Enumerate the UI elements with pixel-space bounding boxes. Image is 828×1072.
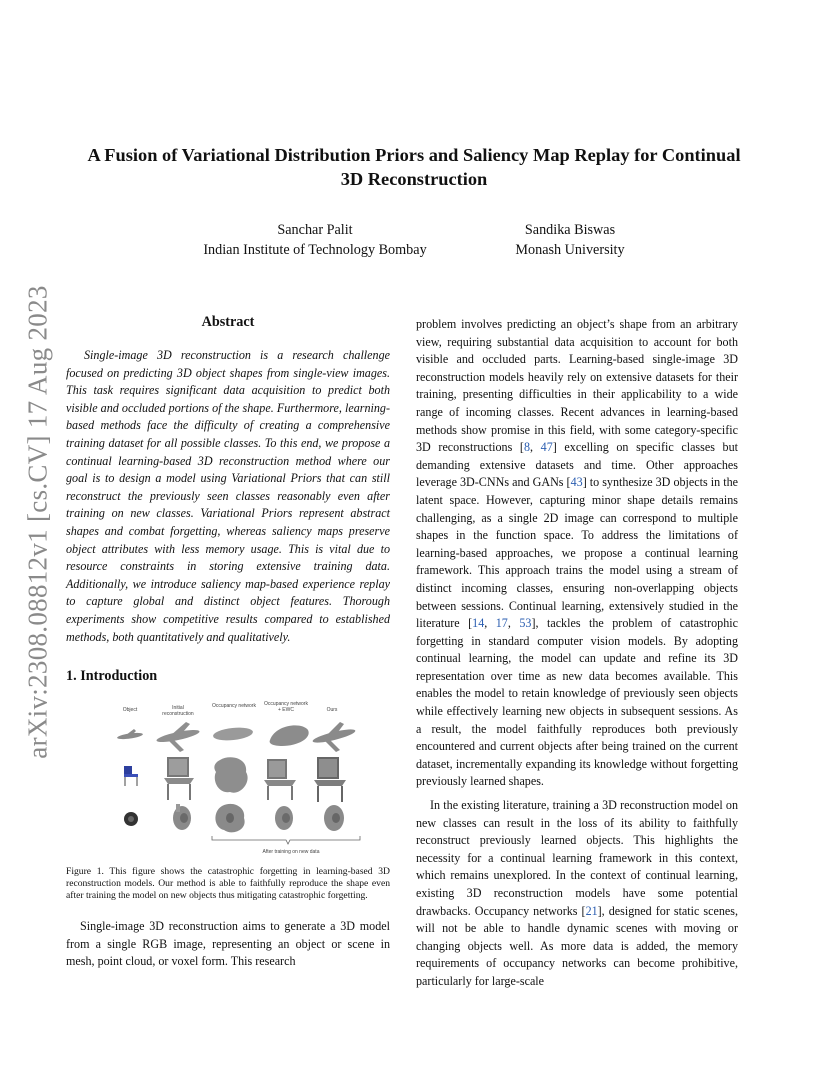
paragraph-text: ] to synthesize 3D objects in the latent space. However, capturing minor shape details remains challenging, as a single 2D image can correspond to multiple shapes in the function space. To address the limitations of learning-based approaches, we propose a continual learning framework. This approach trains the model using a stream of distinct incoming classes, ensuring non-overlapping objects between sessions. Continual learning, extensively studied in the literature [ <box>416 475 738 631</box>
arxiv-identifier <box>24 287 52 757</box>
figure-1 <box>112 700 364 860</box>
paragraph-text: ], designed for static scenes, will not be able to handle dynamic scenes with moving or changing objects well. As more data is added, the memory requirements of occupancy networks can become prohibitive, particularly for large-scale <box>416 903 738 988</box>
speaker-ewc-icon <box>275 806 293 830</box>
airplane-ours-icon <box>312 722 357 752</box>
citation-separator: , <box>507 616 520 631</box>
chair-blob-icon <box>214 757 247 792</box>
citation-link[interactable]: 21 <box>585 903 598 918</box>
citation-separator: , <box>484 616 496 631</box>
author-name: Sandika Biswas <box>524 222 616 238</box>
figure-column-label: Initial reconstruction <box>162 705 194 717</box>
intro-paragraph-right-2 <box>416 797 738 991</box>
speaker-blob-icon <box>215 804 244 832</box>
abstract-heading: Abstract <box>201 314 255 330</box>
paragraph-text: ], tackles the problem of catastrophic forgetting in standard computer vision models. By adopting continual learning, the model can update and refine its 3D representation over time as new data becomes available. This enables the model to retain knowledge of previously seen objects while effectively learning new objects in subsequent sessions. As a result, the model faithfully reproduces both previously encountered and current objects after being trained on the current dataset, incrementally expanding its knowledge without forgetting previously learned shapes. <box>416 616 739 789</box>
chair-reconstruction-icon <box>164 758 194 800</box>
citation-link[interactable]: 8 <box>523 440 531 455</box>
figure-bracket-label: After training on new data <box>262 849 320 855</box>
author-name: Sanchar Palit <box>277 222 353 238</box>
speaker-reconstruction-icon <box>173 804 191 830</box>
figure-illustration <box>112 700 364 860</box>
chair-ours-icon <box>314 758 346 802</box>
figure-caption: Figure 1. This figure shows the catastrophic forgetting in learning-based 3D reconstruction models. Our method is able to faithfully reproduce the shape even after training the model on new objects thus mitigating catastrophic forgetting. <box>66 866 390 902</box>
citation-link[interactable]: 43 <box>570 475 583 490</box>
paragraph-text: problem involves predicting an object’s shape from an arbitrary view, requiring substantial data acquisition to account for both visible and occluded parts. Learning-based single-image 3D reconstruction models heavily rely on extensive datasets for their training, presenting difficulties in their applicability to a wide range of incoming classes. Recent advances in learning-based methods show promise in this field, with some category-specific 3D reconstructions [ <box>416 317 738 455</box>
chair-ewc-icon <box>264 760 296 800</box>
intro-paragraph-left: Single-image 3D reconstruction aims to generate a 3D model from a single RGB image, representing an object or scene in mesh, point cloud, or voxel form. This research <box>66 919 390 969</box>
speaker-object-icon <box>124 812 138 826</box>
paragraph-text: ] excelling on specific classes but demanding extensive datasets and time. Other approaches leverage 3D-CNNs and GANs [ <box>416 440 739 490</box>
abstract-text: Single-image 3D reconstruction is a research challenge focused on predicting 3D object shapes from single-view images. This task requires significant data acquisition to predict both visible and occluded portions of the shape. Furthermore, learning-based methods face the difficulty of creating a comprehensive training dataset for all possible classes. To this end, we propose a continual learning-based 3D reconstruction method where our goal is to design a model using Variational Priors that can still reconstruct the previously seen classes reasonably even after training on new classes. Variational Priors represent abstract shapes and combat forgetting, whereas saliency maps preserve object attributes with less memory usage. This is vital due to resource constraints in storing extensive training data. Additionally, we introduce saliency map-based experience replay to capture global and distinct object features. Thorough experiments show competitive results compared to established methods, both quantitatively and qualitatively. <box>66 348 390 644</box>
figure-column-label: Occupancy network + EWC <box>264 701 308 713</box>
figure-column-label: Ours <box>326 707 338 713</box>
citation-link[interactable]: 47 <box>540 440 553 455</box>
paragraph-text: In the existing literature, training a 3D reconstruction model on new classes can result in the loss of its ability to faithfully reconstruct previously learned objects. This highlights the necessity for a continual learning framework in this context, which remains unexplored. In the context of continual learning, existing 3D reconstruction models have some potential drawbacks. Occupancy networks [ <box>416 798 738 918</box>
airplane-ewc-icon <box>270 725 309 746</box>
author-affiliation: Monash University <box>515 242 625 258</box>
citation-link[interactable]: 53 <box>519 616 532 631</box>
arxiv-identifier-text: arXiv:2308.08812v1 [cs.CV] 17 Aug 2023 <box>22 285 53 759</box>
citation-separator: , <box>530 440 541 455</box>
intro-paragraph-right-1 <box>416 316 738 791</box>
figure-bracket <box>212 836 360 844</box>
figure-column-label: Object <box>122 707 138 713</box>
airplane-object-icon <box>117 729 143 740</box>
figure-column-label: Occupancy network <box>212 703 256 709</box>
author-block-1 <box>170 220 460 260</box>
paper-title: A Fusion of Variational Distribution Priors and Saliency Map Replay for Continual 3D Reconstruction <box>87 145 741 189</box>
chair-object-icon <box>124 766 138 786</box>
citation-link[interactable]: 14 <box>472 616 485 631</box>
author-block-2 <box>470 220 670 260</box>
airplane-reconstruction-icon <box>156 722 201 752</box>
speaker-ours-icon <box>324 805 344 831</box>
citation-link[interactable]: 17 <box>495 616 508 631</box>
airplane-blob-icon <box>212 726 253 742</box>
author-affiliation: Indian Institute of Technology Bombay <box>203 242 427 258</box>
section-heading-introduction: 1. Introduction <box>66 668 158 684</box>
